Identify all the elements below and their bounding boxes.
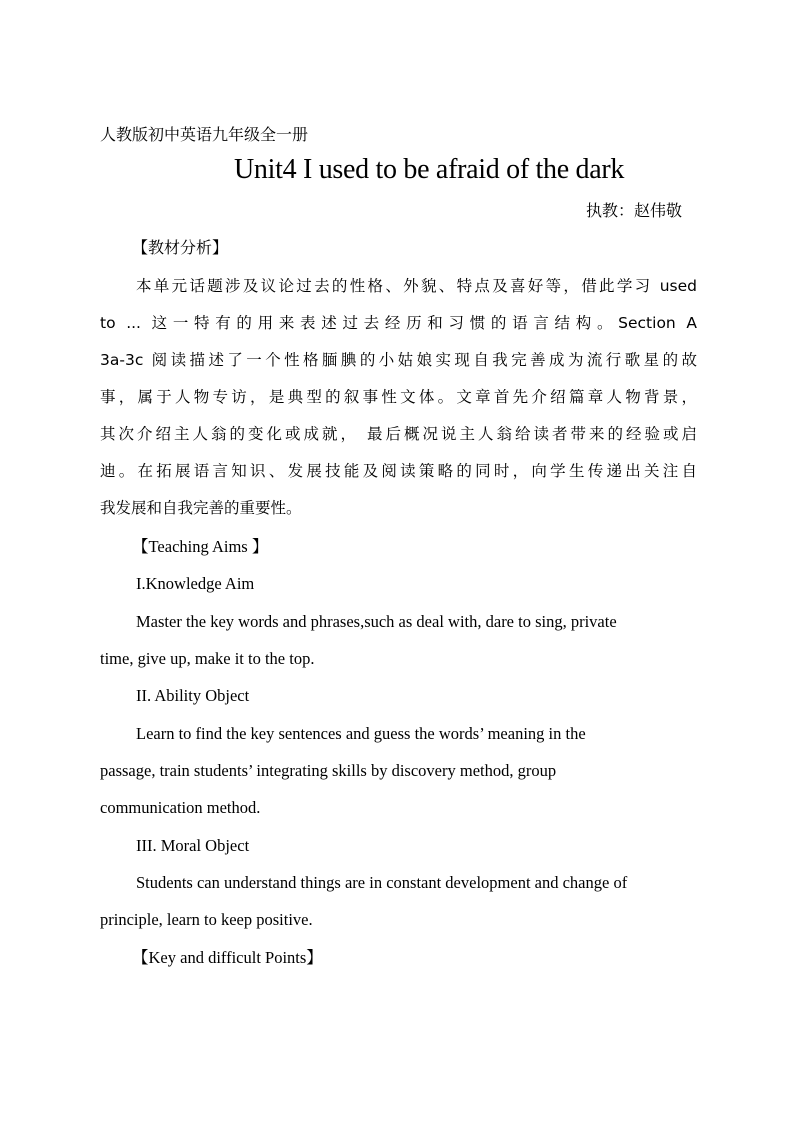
analysis-line-7: 我发展和自我完善的重要性。 (100, 499, 302, 517)
ability-object-title: II. Ability Object (136, 686, 250, 705)
analysis-heading: 【教材分析】 (132, 238, 229, 257)
knowledge-aim-line-1: Master the key words and phrases,such as deal with, dare to sing, private (136, 612, 617, 631)
ability-object-line-1: Learn to find the key sentences and guess the words’ meaning in the (136, 724, 586, 743)
analysis-line-5: 其次介绍主人翁的变化或成就， 最后概况说主人翁给读者带来的经验或启 (100, 425, 697, 443)
moral-object-line-1: Students can understand things are in constant development and change of (136, 873, 628, 892)
moral-object-title: III. Moral Object (136, 836, 250, 855)
analysis-line-4: 事，属于人物专访，是典型的叙事性文体。文章首先介绍篇章人物背景， (100, 388, 697, 406)
analysis-line-3: 3a-3c 阅读描述了一个性格腼腆的小姑娘实现自我完善成为流行歌星的故 (100, 351, 697, 369)
ability-object-line-2: passage, train students’ integrating skills by discovery method, group (100, 761, 557, 780)
key-points-heading: 【Key and difficult Points】 (132, 948, 323, 967)
analysis-line-1: 本单元话题涉及议论过去的性格、外貌、特点及喜好等，借此学习 used (136, 277, 697, 295)
moral-object-line-2: principle, learn to keep positive. (100, 910, 313, 929)
analysis-line-6: 迪。在拓展语言知识、发展技能及阅读策略的同时，向学生传递出关注自 (100, 462, 697, 480)
analysis-line-2: to ... 这一特有的用来表述过去经历和习惯的语言结构。Section A (100, 314, 697, 332)
teacher-name: 执教：赵伟敬 (586, 201, 683, 220)
ability-object-line-3: communication method. (100, 798, 261, 817)
teaching-aims-heading: 【Teaching Aims 】 (132, 537, 269, 556)
lesson-title: Unit4 I used to be afraid of the dark (234, 154, 625, 185)
knowledge-aim-title: I.Knowledge Aim (136, 574, 255, 593)
book-title: 人教版初中英语九年级全一册 (100, 125, 309, 144)
knowledge-aim-line-2: time, give up, make it to the top. (100, 649, 315, 668)
